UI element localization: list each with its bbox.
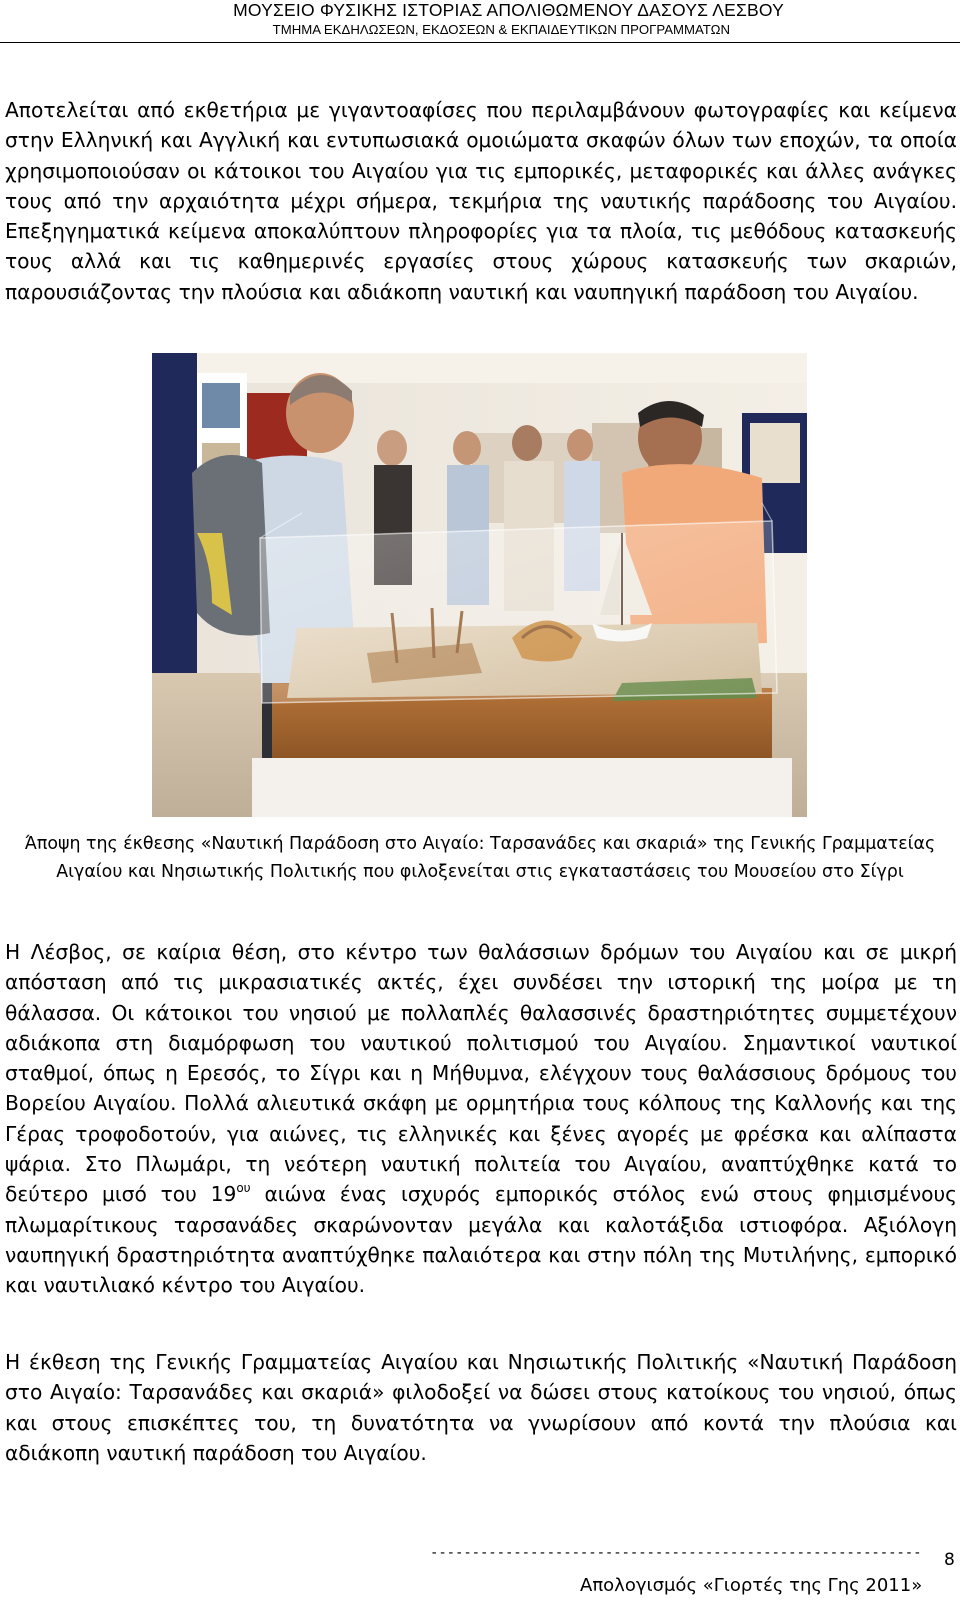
footer-divider: ----------------------------------------------------------- (430, 1545, 922, 1561)
superscript-ordinal: ου (236, 1181, 251, 1196)
paragraph-lesvos-history-part2: αιώνα ένας ισχυρός εμπορικός στόλος ενώ στους φημισμένους πλωμαρίτικους ταρσανάδες σκαρώνονταν μεγάλα και καλοτάξιδα ιστιοφόρα. Αξιόλογη ναυπηγική δραστηριότητα αναπτύχθηκε παλαιότερα και στην πόλη της Μυτιλήνης, εμπορικό και ναυτιλιακό κέντρο του Αιγαίου. (5, 1182, 957, 1298)
exhibition-photo (152, 353, 807, 817)
paragraph-exhibition-description: Αποτελείται από εκθετήρια με γιγαντοαφίσες που περιλαμβάνουν φωτογραφίες και κείμενα στην Ελληνική και Αγγλική και εντυπωσιακά ομοιώματα σκαφών όλων των εποχών, τα οποία χρησιμοποιούσαν οι κάτοικοι του Αιγαίου για τις εμπορικές, μεταφορικές και άλλες ανάγκες τους από την αρχαιότητα μέχρι σήμερα, τεκμήρια της ναυτικής παράδοσης του Αιγαίου. Επεξηγηματικά κείμενα αποκαλύπτουν πληροφορίες για τα πλοία, τις μεθόδους κατασκευής τους αλλά και τις καθημερινές εργασίες στους χώρους κατασκευής των σκαριών, παρουσιάζοντας την πλούσια και αδιάκοπη ναυτική και ναυπηγική παράδοση του Αιγαίου. (5, 98, 957, 304)
page-header (0, 0, 960, 43)
paragraph-lesvos-history (5, 937, 957, 1301)
header-museum-name: ΜΟΥΣΕΙΟ ΦΥΣΙΚΗΣ ΙΣΤΟΡΙΑΣ ΑΠΟΛΙΘΩΜΕΝΟΥ ΔΑΣΟΥΣ ΛΕΣΒΟΥ (233, 0, 784, 20)
paragraph-exhibition-aim: Η έκθεση της Γενικής Γραμματείας Αιγαίου και Νησιωτικής Πολιτικής «Ναυτική Παράδοση στο Αιγαίο: Ταρσανάδες και σκαριά» φιλοδοξεί να δώσει στους κατοίκους του νησιού, όπως και στους επισκέπτες του, τη δυνατότητα να γνωρίσουν από κοντά την πλούσια και αδιάκοπη ναυτική παράδοση του Αιγαίου. (5, 1350, 957, 1465)
footer-title: Απολογισμός «Γιορτές της Γης 2011» (580, 1575, 923, 1596)
page-number: 8 (944, 1550, 955, 1570)
caption-line-2: Αιγαίου και Νησιωτικής Πολιτικής που φιλοξενείται στις εγκαταστάσεις του Μουσείου στο Σίγρι (56, 862, 904, 882)
paragraph-lesvos-history-part1: Η Λέσβος, σε καίρια θέση, στο κέντρο των θαλάσσιων δρόμων του Αιγαίου και σε μικρή απόσταση από τις μικρασιατικές ακτές, έχει συνδέσει την ιστορική της μοίρα με τη θάλασσα. Οι κάτοικοι του νησιού με πολλαπλές θαλασσινές δραστηριότητες συμμετέχουν αδιάκοπα στη διαμόρφωση του ναυτικού πολιτισμού του Αιγαίου. Σημαντικοί ναυτικοί σταθμοί, όπως η Ερεσός, το Σίγρι και η Μήθυμνα, ελέγχουν τους θαλάσσιους δρόμους του Βορείου Αιγαίου. Πολλά αλιευτικά σκάφη με ορμητήρια τους κόλπους της Καλλονής και της Γέρας τροφοδοτούν, για αιώνες, τις ελληνικές και ξένες αγορές με φρέσκα και αλίπαστα ψάρια. Στο Πλωμάρι, τη νεότερη ναυτική πολιτεία του Αιγαίου, αναπτύχθηκε κατά το δεύτερο μισό του 19 (5, 940, 957, 1207)
caption-line-1: Άποψη της έκθεσης «Ναυτική Παράδοση στο Αιγαίο: Ταρσανάδες και σκαριά» της Γενικής Γραμματείας (24, 834, 936, 854)
photo-caption (0, 830, 960, 886)
header-department-name: ΤΜΗΜΑ ΕΚΔΗΛΩΣΕΩΝ, ΕΚΔΟΣΕΩΝ & ΕΚΠΑΙΔΕΥΤΙΚΩΝ ΠΡΟΓΡΑΜΜΑΤΩΝ (272, 22, 730, 37)
